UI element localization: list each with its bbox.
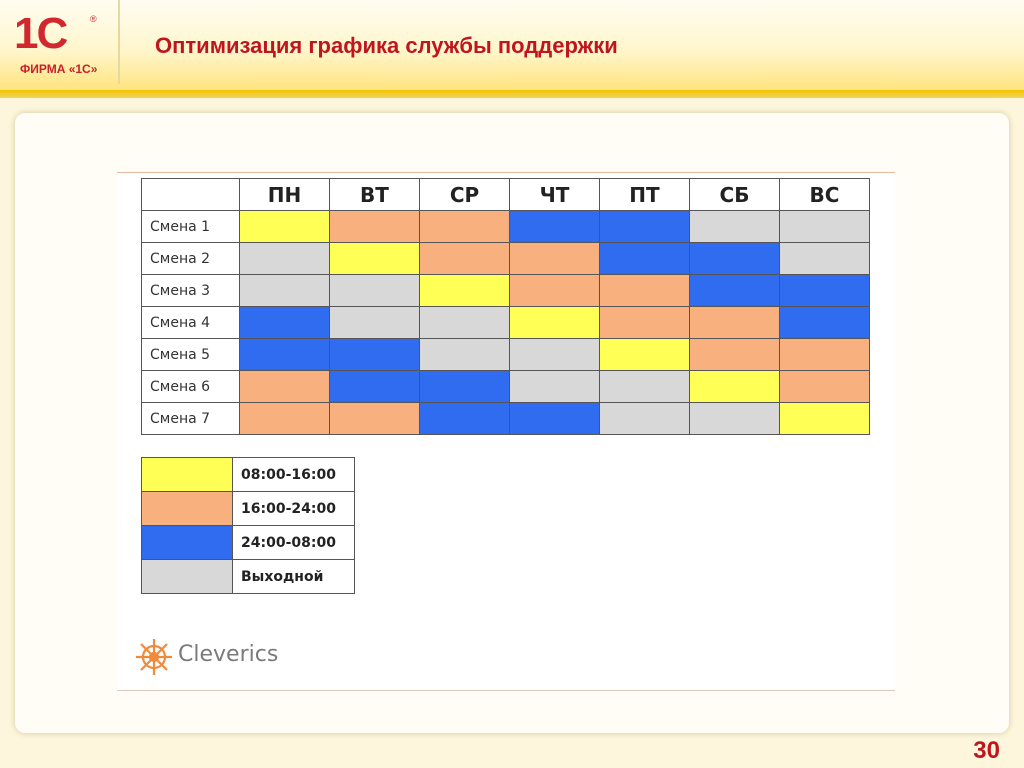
- shift-cell-day: [240, 211, 330, 243]
- day-header: СБ: [690, 179, 780, 211]
- shift-cell-off: [240, 275, 330, 307]
- legend-table: [141, 457, 355, 594]
- shift-cell-evening: [780, 371, 870, 403]
- shift-cell-night: [240, 307, 330, 339]
- shift-cell-night: [240, 339, 330, 371]
- slide-title: Оптимизация графика службы поддержки: [155, 33, 618, 58]
- company-logo: [0, 0, 118, 90]
- ship-wheel-icon: [134, 636, 174, 678]
- shift-cell-evening: [420, 211, 510, 243]
- logo-caption: ФИРМА «1С»: [20, 62, 98, 76]
- shift-cell-off: [510, 339, 600, 371]
- shift-cell-day: [780, 403, 870, 435]
- shift-cell-evening: [510, 275, 600, 307]
- shift-cell-evening: [330, 403, 420, 435]
- shift-label: Смена 4: [142, 307, 240, 339]
- corner-cell: [142, 179, 240, 211]
- legend-swatch: [142, 560, 233, 594]
- shift-cell-night: [600, 211, 690, 243]
- legend-swatch: [142, 492, 233, 526]
- table-row: [142, 243, 870, 275]
- legend-row: [142, 526, 355, 560]
- shift-cell-evening: [600, 275, 690, 307]
- table-row: [142, 339, 870, 371]
- shift-label: Смена 7: [142, 403, 240, 435]
- legend-label: 24:00-08:00: [233, 526, 355, 560]
- shift-cell-day: [600, 339, 690, 371]
- shift-cell-night: [780, 307, 870, 339]
- table-row: [142, 403, 870, 435]
- day-header: ПН: [240, 179, 330, 211]
- table-row: [142, 371, 870, 403]
- shift-label: Смена 3: [142, 275, 240, 307]
- shift-cell-evening: [420, 243, 510, 275]
- table-header-row: [142, 179, 870, 211]
- shift-cell-evening: [690, 339, 780, 371]
- shift-cell-night: [330, 339, 420, 371]
- legend-row: [142, 492, 355, 526]
- legend-swatch: [142, 526, 233, 560]
- shift-cell-off: [780, 243, 870, 275]
- shift-cell-off: [330, 307, 420, 339]
- shift-cell-night: [510, 211, 600, 243]
- cleverics-logo: [134, 636, 279, 678]
- shift-cell-off: [600, 403, 690, 435]
- shift-cell-night: [690, 243, 780, 275]
- legend-row: [142, 458, 355, 492]
- shift-schedule-table: [141, 178, 870, 435]
- shift-cell-off: [330, 275, 420, 307]
- shift-cell-evening: [690, 307, 780, 339]
- shift-cell-off: [780, 211, 870, 243]
- shift-cell-evening: [780, 339, 870, 371]
- shift-cell-night: [690, 275, 780, 307]
- shift-cell-day: [420, 275, 510, 307]
- shift-cell-night: [330, 371, 420, 403]
- shift-cell-off: [600, 371, 690, 403]
- day-header: ПТ: [600, 179, 690, 211]
- shift-cell-night: [420, 403, 510, 435]
- shift-label: Смена 1: [142, 211, 240, 243]
- shift-cell-night: [600, 243, 690, 275]
- shift-cell-evening: [330, 211, 420, 243]
- brand-name: Cleverics: [178, 642, 279, 667]
- day-header: ЧТ: [510, 179, 600, 211]
- table-row: [142, 307, 870, 339]
- header-divider: [0, 90, 1024, 98]
- shift-label: Смена 2: [142, 243, 240, 275]
- shift-cell-off: [690, 403, 780, 435]
- shift-cell-night: [510, 403, 600, 435]
- shift-label: Смена 5: [142, 339, 240, 371]
- legend-row: [142, 560, 355, 594]
- shift-cell-day: [690, 371, 780, 403]
- table-row: [142, 275, 870, 307]
- shift-cell-off: [240, 243, 330, 275]
- shift-cell-off: [690, 211, 780, 243]
- shift-cell-off: [420, 307, 510, 339]
- shift-cell-day: [330, 243, 420, 275]
- legend-label: 08:00-16:00: [233, 458, 355, 492]
- page-number: 30: [973, 737, 1000, 764]
- shift-cell-off: [420, 339, 510, 371]
- shift-cell-evening: [240, 403, 330, 435]
- day-header: ВС: [780, 179, 870, 211]
- legend-swatch: [142, 458, 233, 492]
- shift-cell-night: [420, 371, 510, 403]
- table-row: [142, 211, 870, 243]
- logo-separator: [118, 0, 120, 84]
- shift-cell-night: [780, 275, 870, 307]
- shift-cell-evening: [600, 307, 690, 339]
- legend-label: Выходной: [233, 560, 355, 594]
- shift-label: Смена 6: [142, 371, 240, 403]
- day-header: ВТ: [330, 179, 420, 211]
- shift-cell-evening: [240, 371, 330, 403]
- day-header: СР: [420, 179, 510, 211]
- logo-mark: 1С: [14, 9, 67, 58]
- legend-label: 16:00-24:00: [233, 492, 355, 526]
- shift-cell-off: [510, 371, 600, 403]
- shift-cell-day: [510, 307, 600, 339]
- shift-cell-evening: [510, 243, 600, 275]
- registered-mark: ®: [90, 14, 97, 24]
